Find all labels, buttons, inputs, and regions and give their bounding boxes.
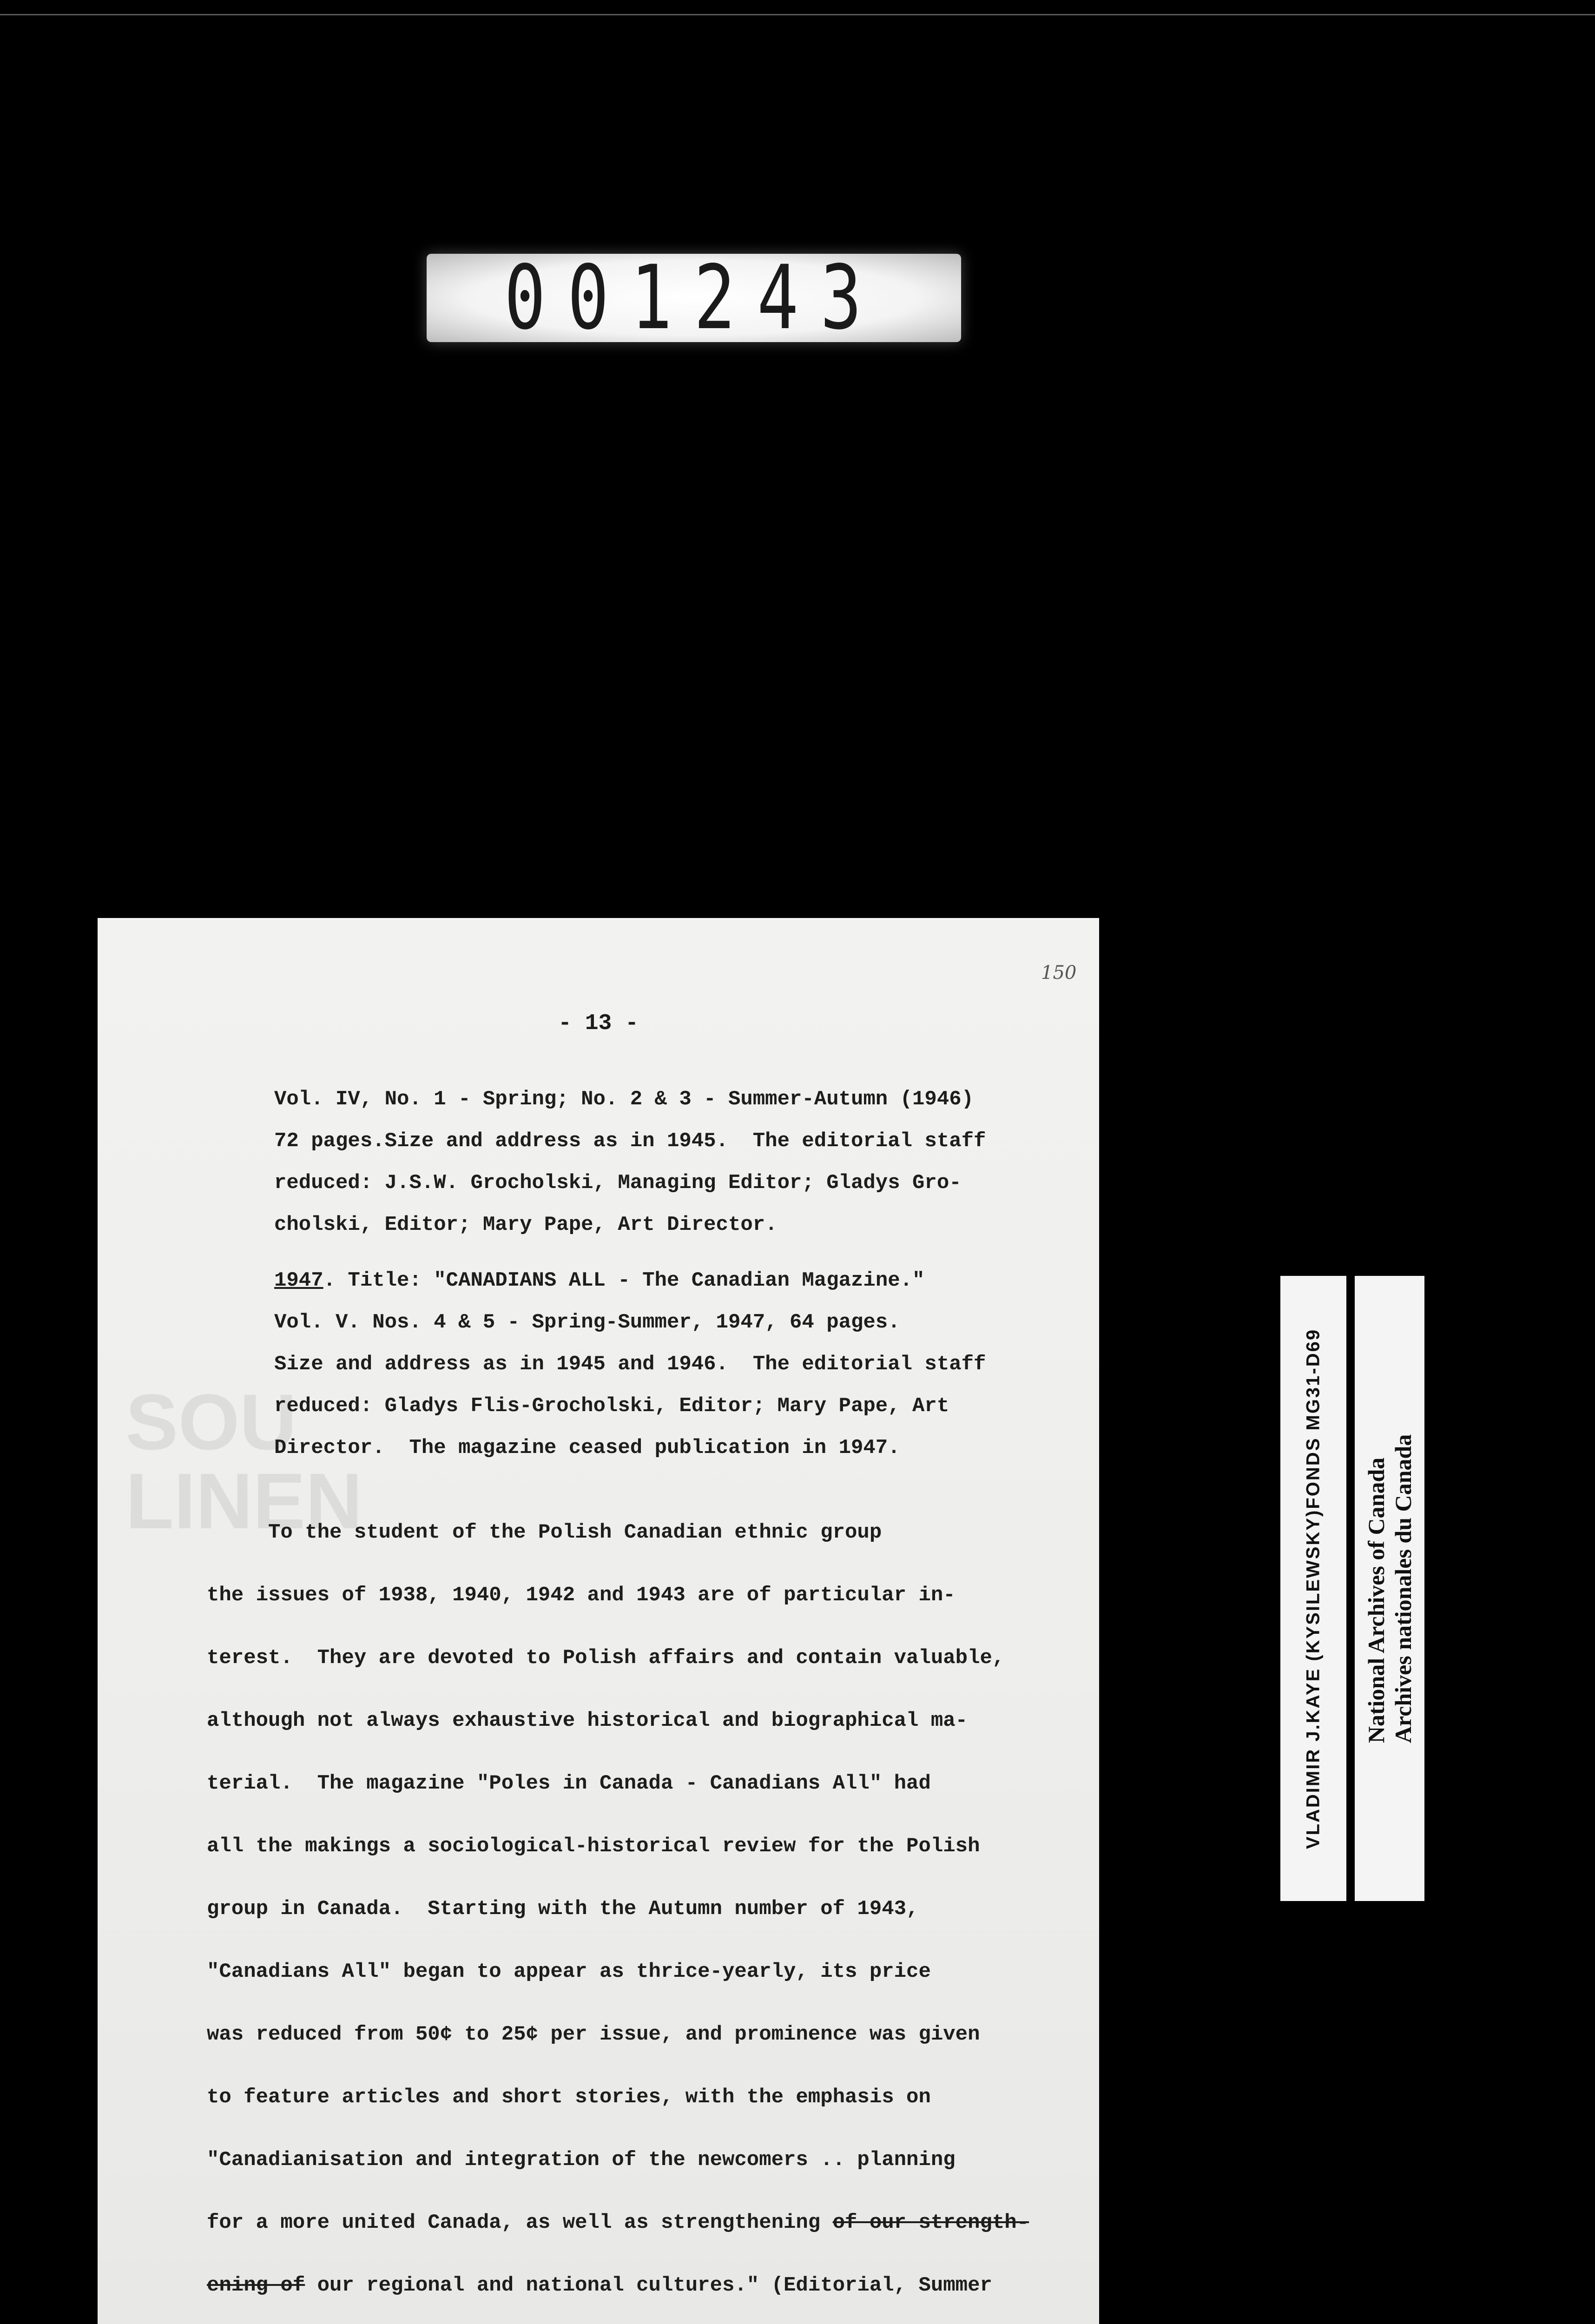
archives-french: Archives nationales du Canada bbox=[1390, 1434, 1416, 1743]
page-number: - 13 - bbox=[558, 1011, 639, 1036]
title-text: . Title: "CANADIANS ALL - The Canadian Magazine." bbox=[323, 1269, 925, 1292]
line-text: for a more united Canada, as well as strengthening bbox=[207, 2211, 833, 2234]
text-line bbox=[207, 2192, 1029, 2254]
text-line: Vol. V. Nos. 4 & 5 - Spring-Summer, 1947, 64 pages. bbox=[274, 1311, 900, 1334]
text-line: reduced: J.S.W. Grocholski, Managing Editor; Gladys Gro- bbox=[274, 1171, 962, 1195]
text-line: To the student of the Polish Canadian ethnic group bbox=[207, 1521, 882, 1544]
text-line: 72 pages.Size and address as in 1945. The editorial staff bbox=[274, 1129, 986, 1153]
line-text: our regional and national cultures." (Editorial, Summer bbox=[305, 2274, 992, 2297]
paragraph-vol-iv bbox=[274, 1078, 986, 1246]
fonds-text: VLADIMIR J.KAYE (KYSILEWSKY)FONDS MG31-D69 bbox=[1303, 1328, 1324, 1849]
text-line: to feature articles and short stories, with the emphasis on bbox=[207, 2086, 931, 2109]
archives-text bbox=[1363, 1434, 1417, 1743]
text-line: the issues of 1938, 1940, 1942 and 1943 are of particular in- bbox=[207, 1584, 956, 1607]
top-border-line bbox=[0, 14, 1595, 15]
paragraph-student bbox=[207, 1501, 1029, 2324]
archives-english: National Archives of Canada bbox=[1363, 1457, 1389, 1743]
handwritten-page-note: 150 bbox=[1041, 962, 1077, 984]
frame-counter bbox=[427, 246, 961, 349]
document-page bbox=[98, 918, 1099, 2324]
text-line: cholski, Editor; Mary Pape, Art Director. bbox=[274, 1213, 778, 1236]
year-1947: 1947 bbox=[274, 1269, 323, 1292]
text-line: Vol. IV, No. 1 - Spring; No. 2 & 3 - Summer-Autumn (1946) bbox=[274, 1088, 974, 1111]
struck-text: of our strength- bbox=[832, 2211, 1029, 2234]
text-line: all the makings a sociological-historical review for the Polish bbox=[207, 1835, 980, 1858]
text-line: although not always exhaustive historical and biographical ma- bbox=[207, 1709, 968, 1732]
text-line: was reduced from 50¢ to 25¢ per issue, and prominence was given bbox=[207, 2023, 980, 2046]
text-line bbox=[274, 1260, 986, 1301]
struck-text: ening of bbox=[207, 2274, 305, 2297]
text-line: terial. The magazine "Poles in Canada - Canadians All" had bbox=[207, 1772, 931, 1795]
frame-number: 001243 bbox=[504, 246, 884, 349]
text-line bbox=[207, 2317, 1029, 2324]
fonds-label bbox=[1280, 1276, 1346, 1901]
text-line: terest. They are devoted to Polish affairs and contain valuable, bbox=[207, 1646, 1005, 1670]
text-line: group in Canada. Starting with the Autumn number of 1943, bbox=[207, 1897, 919, 1921]
text-line: "Canadianisation and integration of the newcomers .. planning bbox=[207, 2148, 956, 2172]
archives-label bbox=[1355, 1276, 1424, 1901]
text-line: Director. The magazine ceased publication in 1947. bbox=[274, 1436, 900, 1459]
text-line bbox=[207, 2254, 1029, 2317]
text-line: Size and address as in 1945 and 1946. The editorial staff bbox=[274, 1353, 986, 1376]
paragraph-1947 bbox=[274, 1260, 986, 1469]
bleed-through-watermark: SOU LINEN bbox=[125, 1378, 362, 1545]
text-line: reduced: Gladys Flis-Grocholski, Editor; Mary Pape, Art bbox=[274, 1394, 949, 1418]
text-line: "Canadians All" began to appear as thrice-yearly, its price bbox=[207, 1960, 931, 1983]
